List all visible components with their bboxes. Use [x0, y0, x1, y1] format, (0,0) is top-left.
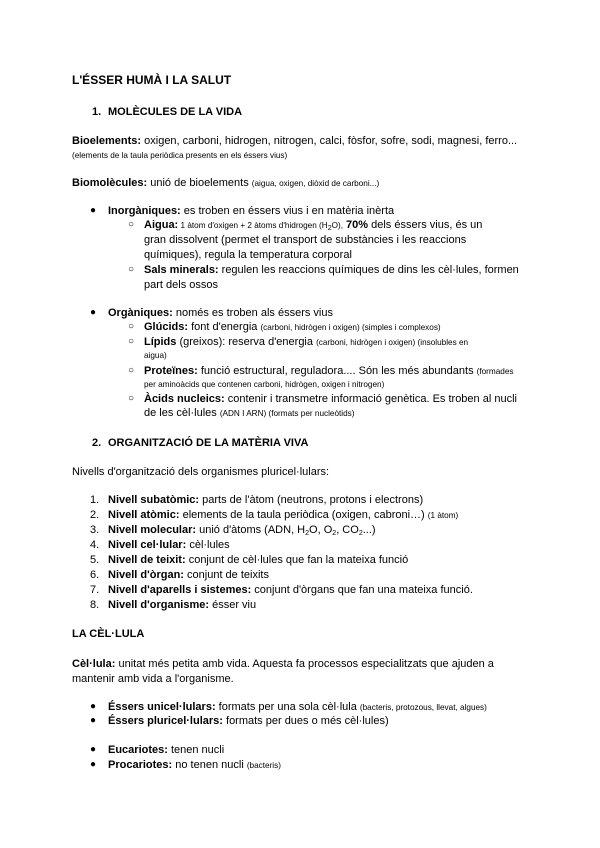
aigua-small-2: O),: [331, 221, 343, 230]
bullet-icon: ●: [90, 307, 97, 318]
proteines-text: funció estructural, reguladora.... Són les més abundants: [197, 365, 477, 377]
sals-line-2: part dels ossos: [144, 279, 218, 291]
levels-intro: Nivells d'organització dels organismes pluricel·lulars:: [72, 466, 330, 478]
subscript: 2: [332, 530, 337, 537]
level-number: 5.: [90, 554, 100, 566]
bullet-icon: ●: [90, 759, 97, 770]
eukaryotes-label: Eucariotes:: [108, 744, 168, 756]
aigua-sub: 2: [327, 225, 332, 232]
bullet-icon: ●: [90, 205, 97, 216]
proteines-line: [144, 364, 513, 379]
level-text: conjunt de teixits: [183, 569, 269, 581]
level-text-part: ...): [362, 524, 376, 536]
circle-bullet-icon: ○: [128, 393, 135, 404]
bioelements-text: oxigen, carboni, hidrogen, nitrogen, calci, fòsfor, sofre, sodi, magnesi, ferro...: [141, 135, 518, 147]
level-text: unió d'àtoms (ADN, H: [196, 524, 306, 536]
level-text: cèl·lules: [186, 539, 230, 551]
acids-line-2: [144, 406, 355, 421]
aigua-line-3: químiques), regula la temperatura corporal: [144, 249, 352, 261]
level-item: [108, 568, 269, 582]
level-label: Nivell de teixit:: [108, 554, 186, 566]
acids-label: Àcids nucleics:: [144, 393, 225, 405]
eukaryotes-line: [108, 743, 224, 757]
organiques-label: Orgàniques:: [108, 307, 173, 319]
section-2-number: 2.: [92, 437, 102, 449]
lipids-note-2: aigua): [144, 351, 167, 360]
sals-label: Sals minerals:: [144, 264, 219, 276]
unicellular-label: Éssers unicel·lulars:: [108, 701, 216, 713]
organiques-text: només es troben als éssers vius: [172, 307, 333, 319]
biomolecules-text: unió de bioelements: [147, 177, 252, 189]
level-note: (1 àtom): [427, 511, 459, 520]
unicellular-line: [108, 700, 487, 715]
pluricellular-text: formats per dues o més cèl·lules): [222, 715, 389, 727]
bioelements-note: (elements de la taula periòdica presents en els éssers vius): [72, 151, 288, 160]
bullet-icon: ●: [90, 744, 97, 755]
inorganiques-line: [108, 204, 394, 218]
lipids-label: Lípids: [144, 336, 177, 348]
circle-bullet-icon: ○: [128, 321, 135, 332]
proteines-note-2: per aminoàcids que contenen carboni, hidrògen, oxigen i nitrogen): [144, 380, 385, 389]
section-1-number: 1.: [92, 106, 102, 118]
circle-bullet-icon: ○: [128, 219, 135, 230]
bullet-icon: ●: [90, 701, 97, 712]
section-3-heading: LA CÈL·LULA: [72, 628, 145, 640]
proteines-label: Proteïnes:: [144, 365, 198, 377]
glucids-line: [144, 320, 441, 335]
level-text: ésser viu: [209, 599, 257, 611]
level-number: 2.: [90, 509, 100, 521]
level-number: 4.: [90, 539, 100, 551]
cell-line: [72, 657, 494, 671]
proteines-note: (formades: [476, 367, 514, 376]
subscript: 2: [305, 530, 310, 537]
circle-bullet-icon: ○: [128, 365, 135, 376]
pluricellular-line: [108, 714, 389, 728]
acids-text-2: de les cèl·lules: [144, 407, 220, 419]
level-label: Nivell d'òrgan:: [108, 569, 184, 581]
level-item: [108, 553, 408, 567]
pluricellular-label: Éssers pluricel·lulars:: [108, 715, 223, 727]
lipids-text: (greixos): reserva d'energia: [176, 336, 317, 348]
prokaryotes-note: (bacteris): [246, 761, 281, 770]
acids-line: [144, 392, 517, 406]
level-label: Nivell subatòmic:: [108, 494, 200, 506]
aigua-line: [144, 218, 482, 233]
level-text: parts de l'àtom (neutrons, protons i electrons): [199, 494, 424, 506]
level-item: [108, 508, 458, 523]
level-number: 3.: [90, 524, 100, 536]
inorganiques-label: Inorgàniques:: [108, 205, 181, 217]
section-2-heading: ORGANITZACIÓ DE LA MATÈRIA VIVA: [108, 437, 309, 449]
level-number: 7.: [90, 584, 100, 596]
circle-bullet-icon: ○: [128, 264, 135, 275]
level-text-part: O, O: [309, 524, 333, 536]
level-item: [108, 538, 230, 552]
acids-note: (ADN I ARN) (formats per nucleòtids): [219, 409, 355, 418]
aigua-small: 1 àtom d'oxigen + 2 àtoms d'hidrogen (H: [178, 221, 328, 230]
aigua-rest: dels éssers vius, és un: [368, 219, 483, 231]
section-1-heading: MOLÈCULES DE LA VIDA: [108, 106, 243, 118]
glucids-label: Glúcids:: [144, 321, 189, 333]
cell-text: unitat més petita amb vida. Aquesta fa processos especialitzats que ajuden a: [115, 658, 494, 670]
circle-bullet-icon: ○: [128, 336, 135, 347]
prokaryotes-line: [108, 758, 281, 773]
level-label: Nivell d'organisme:: [108, 599, 210, 611]
level-text: conjunt de cèl·lules que fan la mateixa funció: [185, 554, 409, 566]
eukaryotes-text: tenen nucli: [167, 744, 225, 756]
level-item: [108, 523, 376, 537]
subscript: 2: [358, 530, 363, 537]
acids-text: contenir i transmetre informació genètica. Es troben al nucli: [224, 393, 517, 405]
sals-line: [144, 263, 519, 277]
cell-line-2: mantenir amb vida a l'organisme.: [72, 673, 234, 685]
level-label: Nivell cel·lular:: [108, 539, 187, 551]
level-number: 8.: [90, 599, 100, 611]
level-text-part: , CO: [336, 524, 359, 536]
unicellular-text: formats per una sola cèl·lula: [215, 701, 360, 713]
aigua-line-2: gran dissolvent (permet el transport de substàncies i les reaccions: [144, 234, 467, 246]
prokaryotes-text: no tenen nucli: [172, 759, 247, 771]
level-item: [108, 583, 473, 597]
unicellular-note: (bacteris, protozous, llevat, algues): [359, 703, 487, 712]
inorganiques-text: es troben en éssers vius i en matèria inèrta: [180, 205, 395, 217]
level-label: Nivell atòmic:: [108, 509, 180, 521]
aigua-label: Aigua:: [144, 219, 179, 231]
biomolecules-line: [72, 176, 379, 191]
level-label: Nivell d'aparells i sistemes:: [108, 584, 252, 596]
glucids-note: (carboni, hidrògen i oxigen) (simples i complexos): [260, 323, 441, 332]
bioelements-line: [72, 134, 517, 148]
level-text: conjunt d'òrgans que fan una mateixa funció.: [251, 584, 473, 596]
lipids-note: (carboni, hidrògen i oxigen) (insolubles en: [316, 338, 469, 347]
aigua-percent: 70%: [342, 219, 369, 231]
lipids-line: [144, 335, 468, 350]
level-text: elements de la taula periòdica (oxigen, cabroni…): [179, 509, 428, 521]
organiques-line: [108, 306, 333, 320]
glucids-text: font d'energia: [188, 321, 261, 333]
level-number: 6.: [90, 569, 100, 581]
level-item: [108, 493, 423, 507]
level-item: [108, 598, 256, 612]
page-title: L'ÉSSER HUMÀ I LA SALUT: [72, 73, 232, 87]
cell-label: Cèl·lula:: [72, 658, 116, 670]
level-label: Nivell molecular:: [108, 524, 197, 536]
bullet-icon: ●: [90, 715, 97, 726]
prokaryotes-label: Procariotes:: [108, 759, 173, 771]
biomolecules-label: Biomolècules:: [72, 177, 148, 189]
bioelements-label: Bioelements:: [72, 135, 142, 147]
sals-text: regulen les reaccions químiques de dins les cèl·lules, formen: [218, 264, 519, 276]
level-number: 1.: [90, 494, 100, 506]
biomolecules-note: (aigua, oxigen, diòxid de carboni...): [251, 179, 380, 188]
